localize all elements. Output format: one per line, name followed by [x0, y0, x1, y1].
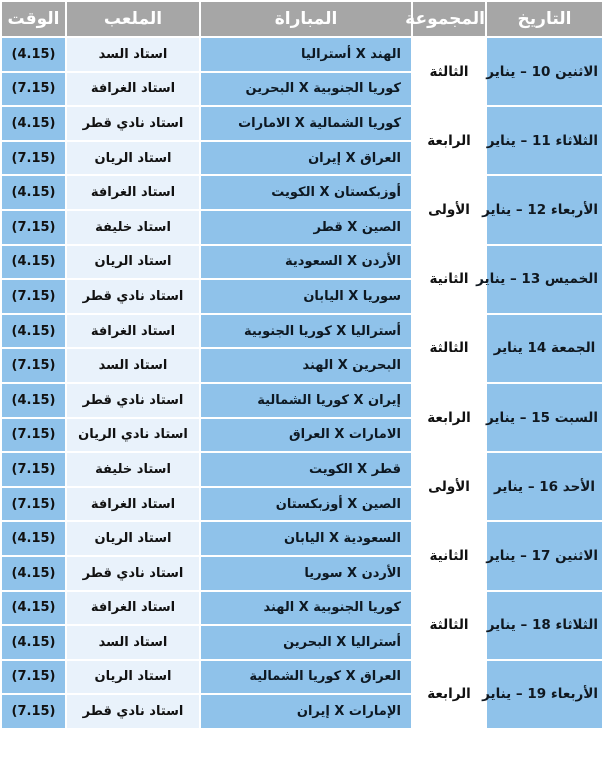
match-group: الرابعة	[413, 384, 485, 451]
match-teams: الامارات X العراق	[201, 419, 411, 452]
header-row	[2, 2, 602, 36]
header-group: المجموعة	[413, 2, 485, 36]
match-group: الرابعة	[413, 661, 485, 728]
match-venue: استاد السد	[67, 38, 199, 71]
match-teams: أوزبكستان X الكويت	[201, 176, 411, 209]
match-teams: كوريا الجنوبية X الهند	[201, 592, 411, 625]
table-row	[2, 246, 602, 279]
table-row	[2, 661, 602, 694]
match-date: الجمعة 14 يناير	[487, 315, 602, 382]
match-venue: استاد نادي قطر	[67, 557, 199, 590]
match-venue: استاد نادي قطر	[67, 384, 199, 417]
match-teams: الصين X أوزبكستان	[201, 488, 411, 521]
match-time: (7.15)	[2, 488, 65, 521]
match-group: الثالثة	[413, 315, 485, 382]
match-venue: استاد الغرافة	[67, 176, 199, 209]
match-venue: استاد السد	[67, 626, 199, 659]
match-time: (7.15)	[2, 349, 65, 382]
match-date: الثلاثاء 18 – يناير	[487, 592, 602, 659]
match-time: (4.15)	[2, 315, 65, 348]
table-row	[2, 38, 602, 71]
match-time: (7.15)	[2, 211, 65, 244]
match-date: الأحد 16 – يناير	[487, 453, 602, 520]
match-date: الثلاثاء 11 – يناير	[487, 107, 602, 174]
match-time: (4.15)	[2, 384, 65, 417]
header-time: الوقت	[2, 2, 65, 36]
match-teams: الأردن X سوريا	[201, 557, 411, 590]
match-time: (7.15)	[2, 661, 65, 694]
match-teams: الهند X أستراليا	[201, 38, 411, 71]
match-venue: استاد الريان	[67, 522, 199, 555]
match-time: (4.15)	[2, 592, 65, 625]
match-time: (4.15)	[2, 522, 65, 555]
table-row	[2, 522, 602, 555]
match-time: (7.15)	[2, 453, 65, 486]
match-teams: العراق X كوريا الشمالية	[201, 661, 411, 694]
match-group: الثانية	[413, 522, 485, 589]
match-teams: كوريا الشمالية X الامارات	[201, 107, 411, 140]
match-date: الخميس 13 – يناير	[487, 246, 602, 313]
match-venue: استاد نادي قطر	[67, 695, 199, 728]
table-row	[2, 315, 602, 348]
match-teams: الإمارات X إيران	[201, 695, 411, 728]
match-venue: استاد الريان	[67, 142, 199, 175]
match-group: الثانية	[413, 246, 485, 313]
match-time: (7.15)	[2, 73, 65, 106]
table-row	[2, 384, 602, 417]
match-teams: الصين X قطر	[201, 211, 411, 244]
match-group: الثالثة	[413, 38, 485, 105]
match-teams: أستراليا X كوريا الجنوبية	[201, 315, 411, 348]
match-time: (4.15)	[2, 626, 65, 659]
match-venue: استاد خليفة	[67, 453, 199, 486]
table-row	[2, 107, 602, 140]
match-venue: استاد نادي الريان	[67, 419, 199, 452]
match-venue: استاد نادي قطر	[67, 107, 199, 140]
table-row	[2, 176, 602, 209]
match-time: (4.15)	[2, 38, 65, 71]
match-teams: الأردن X السعودية	[201, 246, 411, 279]
match-time: (7.15)	[2, 280, 65, 313]
match-venue: استاد الريان	[67, 246, 199, 279]
match-teams: سوريا X اليابان	[201, 280, 411, 313]
match-venue: استاد الغرافة	[67, 488, 199, 521]
match-venue: استاد السد	[67, 349, 199, 382]
match-group: الأولى	[413, 453, 485, 520]
match-venue: استاد الغرافة	[67, 73, 199, 106]
match-group: الثالثة	[413, 592, 485, 659]
match-group: الرابعة	[413, 107, 485, 174]
match-date: الاثنين 17 – يناير	[487, 522, 602, 589]
match-teams: السعودية X اليابان	[201, 522, 411, 555]
match-teams: إيران X كوريا الشمالية	[201, 384, 411, 417]
match-venue: استاد نادي قطر	[67, 280, 199, 313]
match-time: (7.15)	[2, 142, 65, 175]
header-date: التاريخ	[487, 2, 602, 36]
match-date: السبت 15 – يناير	[487, 384, 602, 451]
match-time: (4.15)	[2, 107, 65, 140]
match-group: الأولى	[413, 176, 485, 243]
match-venue: استاد الغرافة	[67, 592, 199, 625]
match-time: (4.15)	[2, 246, 65, 279]
table-row	[2, 453, 602, 486]
match-venue: استاد خليفة	[67, 211, 199, 244]
match-teams: البحرين X الهند	[201, 349, 411, 382]
match-teams: العراق X إيران	[201, 142, 411, 175]
table-row	[2, 592, 602, 625]
match-date: الأربعاء 19 – يناير	[487, 661, 602, 728]
header-venue: الملعب	[67, 2, 199, 36]
match-time: (4.15)	[2, 176, 65, 209]
match-teams: أستراليا X البحرين	[201, 626, 411, 659]
match-teams: قطر X الكويت	[201, 453, 411, 486]
match-venue: استاد الريان	[67, 661, 199, 694]
match-date: الأربعاء 12 – يناير	[487, 176, 602, 243]
header-match: المباراة	[201, 2, 411, 36]
match-time: (7.15)	[2, 419, 65, 452]
match-time: (4.15)	[2, 557, 65, 590]
match-teams: كوريا الجنوبية X البحرين	[201, 73, 411, 106]
match-date: الاثنين 10 – يناير	[487, 38, 602, 105]
match-venue: استاد الغرافة	[67, 315, 199, 348]
match-time: (7.15)	[2, 695, 65, 728]
